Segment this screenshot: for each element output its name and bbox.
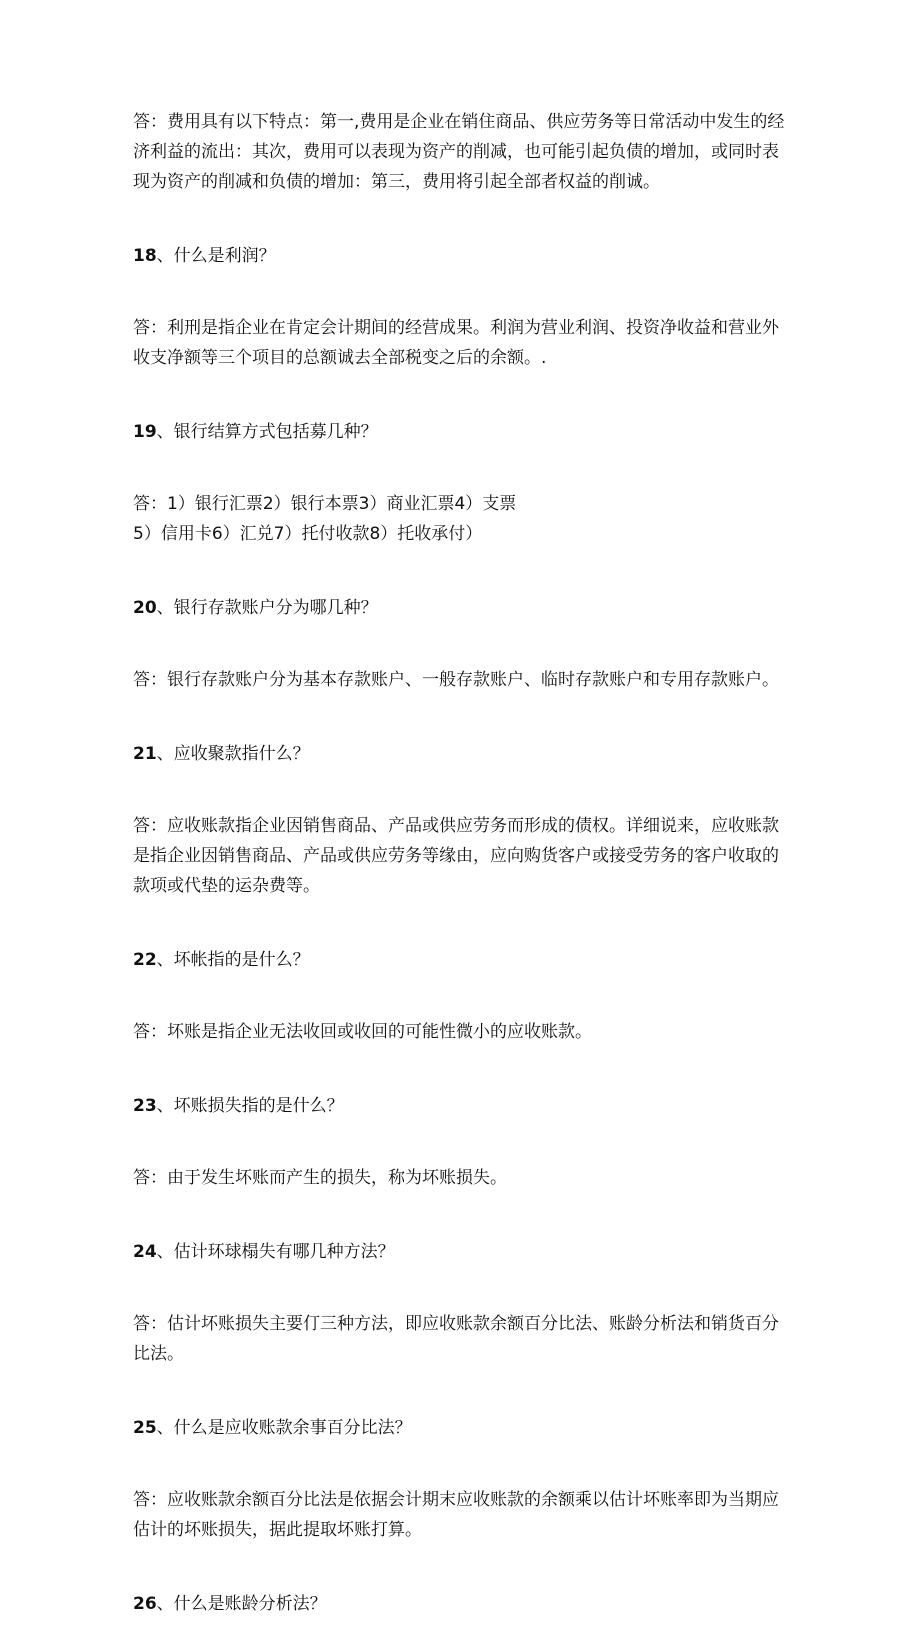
answer-25 [133,1485,793,1545]
answer-line: 答：由于发生坏账而产生的损失，称为坏账损失。 [133,1168,507,1188]
question-text: 、坏账损失指的是什么？ [156,1096,344,1116]
answer-24 [133,1309,793,1369]
answer-line: 是指企业因销售商品、产品或供应劳务等缘由，应向购货客户或接受劳务的客户收取的 [133,846,779,866]
answer-line: 答：应收账款指企业因销售商品、产品或供应劳务而形成的债权。详细说来，应收账款 [133,816,779,836]
answer-line: 收支净额等三个项目的总额诚去全部税变之后的余额。. [133,348,547,368]
question-19 [133,417,793,447]
question-text: 、估计环球榻失有哪几种方法？ [156,1242,395,1262]
answer-line: 估计的坏账损失，据此提取坏账打算。 [133,1520,422,1540]
question-number: 26 [133,1594,157,1614]
answer-line: 答：费用具有以下特点：第一,费用是企业在销住商品、供应劳务等日常活动中发生的经 [133,112,785,132]
answer-line: 答：利刑是指企业在肯定会计期间的经营成果。利润为营业利润、投资净收益和营业外 [133,318,779,338]
question-text: 、什么是应收账款余事百分比法？ [156,1418,412,1438]
question-18 [133,241,793,271]
question-25 [133,1413,793,1443]
question-text: 、银行存款账户分为哪几种？ [156,598,378,618]
answer-line: 款项或代垫的运杂费等。 [133,876,320,896]
question-text: 、应收聚款指什么？ [156,744,310,764]
answer-17 [133,107,793,197]
question-number: 23 [133,1096,157,1116]
question-23 [133,1091,793,1121]
question-text: 、什么是利润？ [156,246,276,266]
answer-line: 答：坏账是指企业无法收回或收回的可能性微小的应收账款。 [133,1022,592,1042]
question-number: 20 [133,598,157,618]
answer-21 [133,811,793,901]
answer-line: 答：应收账款余额百分比法是依据会计期末应收账款的余额乘以估计坏账率即为当期应 [133,1490,779,1510]
question-number: 18 [133,246,157,266]
answer-line: 济利益的流出：其次，费用可以表现为资产的削减，也可能引起负债的增加，或同时表 [133,142,779,162]
answer-line: 5）信用卡6）汇兑7）托付收款8）托收承付） [133,524,483,544]
answer-line: 比法。 [133,1344,184,1364]
question-number: 22 [133,950,157,970]
question-24 [133,1237,793,1267]
answer-22 [133,1017,793,1047]
answer-20 [133,665,793,695]
answer-19 [133,489,793,549]
answer-line: 答：银行存款账户分为基本存款账户、一般存款账户、临时存款账户和专用存款账户。 [133,670,779,690]
answer-line: 答：估计坏账损失主要仃三种方法，即应收账款余额百分比法、账龄分析法和销货百分 [133,1314,779,1334]
question-21 [133,739,793,769]
question-number: 24 [133,1242,157,1262]
question-text: 、什么是账龄分析法？ [156,1594,327,1614]
answer-line: 答：1）银行汇票2）银行本票3）商业汇票4）支票 [133,494,517,514]
question-number: 25 [133,1418,157,1438]
answer-23 [133,1163,793,1193]
question-text: 、银行结算方式包括募几种？ [156,422,378,442]
answer-18 [133,313,793,373]
question-text: 、坏帐指的是什么？ [156,950,310,970]
question-number: 21 [133,744,157,764]
document-page [133,107,793,1636]
question-26 [133,1589,793,1619]
question-22 [133,945,793,975]
question-20 [133,593,793,623]
answer-line: 现为资产的削减和负债的增加：第三，费用将引起全部者权益的削诚。 [133,172,660,192]
question-number: 19 [133,422,157,442]
